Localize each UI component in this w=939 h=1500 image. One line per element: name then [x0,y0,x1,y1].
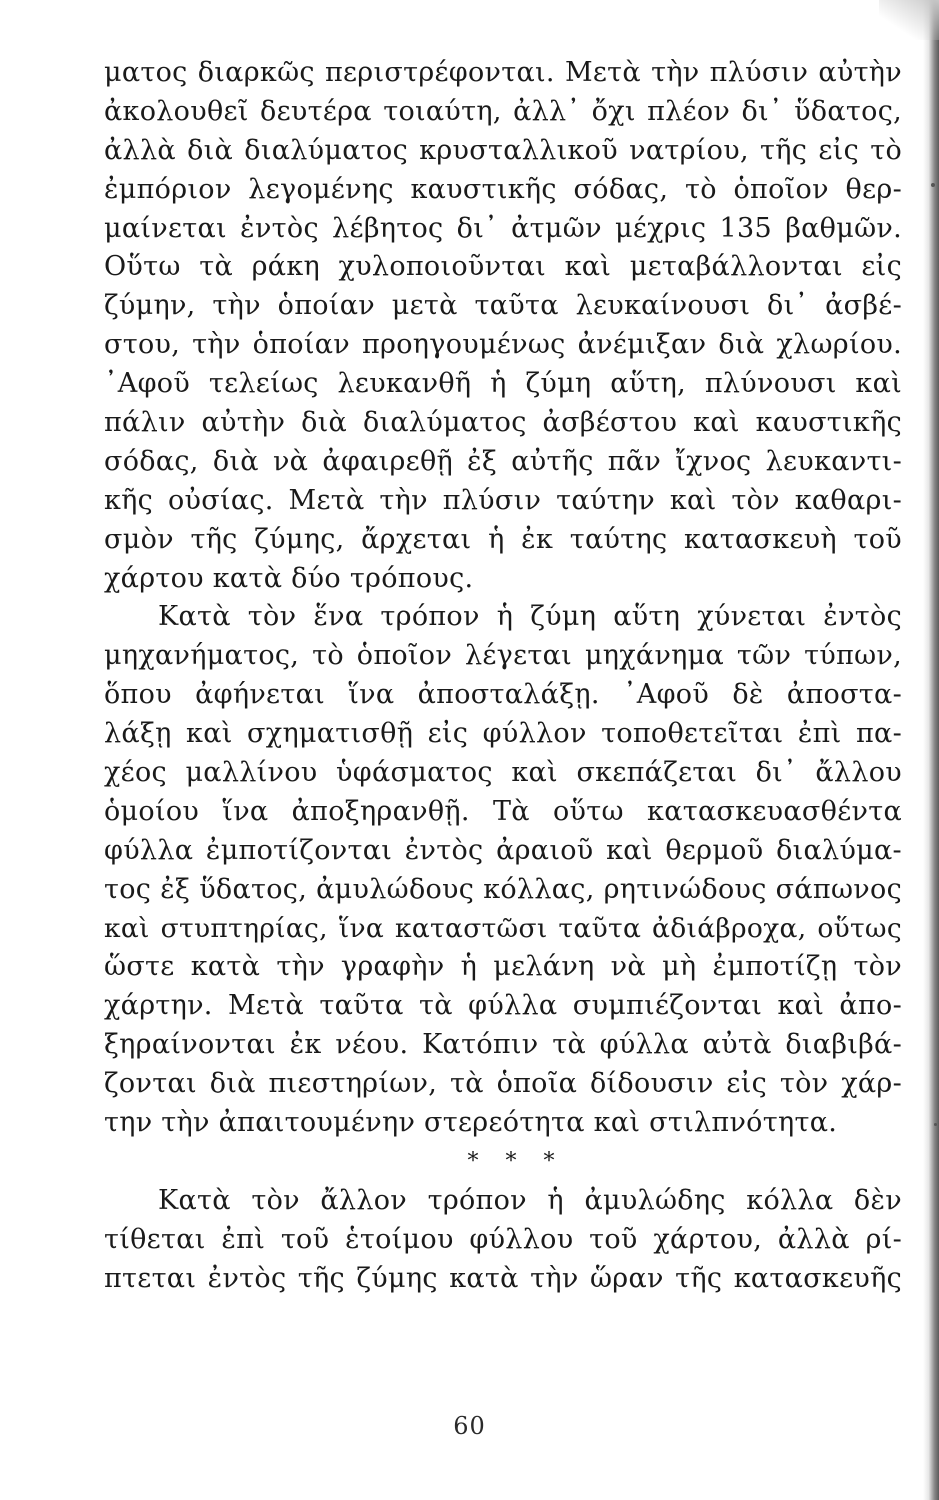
text-line: ὥστε κατὰ τὴν γραφὴν ἡ μελάνη νὰ μὴ ἐμποτίζῃ τὸν [104,951,902,983]
text-line: ἀκολουθεῖ δευτέρα τοιαύτη, ἀλλ᾽ ὄχι πλέον δι᾽ ὕδατος, [104,95,902,127]
section-separator: * * * [467,1148,565,1174]
text-line: ἐμπόριον λεγομένης καυστικῆς σόδας, τὸ ὁποῖον θερ- [104,173,902,205]
text-line: χέος μαλλίνου ὑφάσματος καὶ σκεπάζεται δι᾽ ἄλλου [104,757,902,789]
text-line: τος ἐξ ὕδατος, ἀμυλώδους κόλλας, ρητινώδους σάπωνος [104,873,902,905]
text-line: στου, τὴν ὁποίαν προηγουμένως ἀνέμιξαν διὰ χλωρίου. [104,329,902,361]
text-line: φύλλα ἐμποτίζονται ἐντὸς ἀραιοῦ καὶ θερμοῦ διαλύμα- [104,834,902,866]
text-line: την τὴν ἀπαιτουμένην στερεότητα καὶ στιλπνότητα. [104,1107,838,1139]
text-line: ὁμοίου ἵνα ἀποξηρανθῇ. Τὰ οὕτω κατασκευασθέντα [104,795,902,827]
page-number: 60 [453,1412,486,1440]
text-line: ξηραίνονται ἐκ νέου. Κατόπιν τὰ φύλλα αὐτὰ διαβιβά- [104,1029,902,1061]
text-line: Οὕτω τὰ ράκη χυλοποιοῦνται καὶ μεταβάλλονται εἰς [104,251,902,283]
text-line: τίθεται ἐπὶ τοῦ ἑτοίμου φύλλου τοῦ χάρτου, ἀλλὰ ρί- [104,1223,902,1255]
text-line: πάλιν αὐτὴν διὰ διαλύματος ἀσβέστου καὶ καυστικῆς [104,407,902,439]
text-line: σμὸν τῆς ζύμης, ἄρχεται ἡ ἐκ ταύτης κατασκευὴ τοῦ [104,523,902,555]
page-corner-shadow [879,0,939,40]
dust-speck [934,1123,937,1126]
text-line: καὶ στυπτηρίας, ἵνα καταστῶσι ταῦτα ἀδιάβροχα, οὕτως [104,912,902,944]
text-line: κῆς οὐσίας. Μετὰ τὴν πλύσιν ταύτην καὶ τὸν καθαρι- [104,484,902,516]
text-line: χάρτου κατὰ δύο τρόπους. [104,562,474,594]
text-line: ἀλλὰ διὰ διαλύματος κρυσταλλικοῦ νατρίου, τῆς εἰς τὸ [104,134,902,166]
text-line: ματος διαρκῶς περιστρέφονται. Μετὰ τὴν πλύσιν αὐτὴν [104,57,902,88]
page-edge-shadow [923,0,939,1500]
text-line: μαίνεται ἐντὸς λέβητος δι᾽ ἀτμῶν μέχρις 135 βαθμῶν. [104,212,902,244]
text-line: Κατὰ τὸν ἕνα τρόπον ἡ ζύμη αὕτη χύνεται ἐντὸς [158,601,902,633]
text-line: σόδας, διὰ νὰ ἀφαιρεθῇ ἐξ αὐτῆς πᾶν ἴχνος λευκαντι- [104,445,902,477]
text-line: πτεται ἐντὸς τῆς ζύμης κατὰ τὴν ὥραν τῆς κατασκευῆς [104,1262,902,1294]
text-line: ᾿Αφοῦ τελείως λευκανθῆ ἡ ζύμη αὕτη, πλύνουσι καὶ [104,368,902,400]
text-line: μηχανήματος, τὸ ὁποῖον λέγεται μηχάνημα τῶν τύπων, [104,640,902,672]
text-line: ζύμην, τὴν ὁποίαν μετὰ ταῦτα λευκαίνουσι δι᾽ ἀσβέ- [104,290,902,322]
body-text [104,54,902,1299]
text-line: ζονται διὰ πιεστηρίων, τὰ ὁποῖα δίδουσιν εἰς τὸν χάρ- [104,1068,902,1100]
text-line: λάξῃ καὶ σχηματισθῇ εἰς φύλλον τοποθετεῖται ἐπὶ πα- [104,718,902,750]
text-line: Κατὰ τὸν ἄλλον τρόπον ἡ ἀμυλώδης κόλλα δὲν [158,1184,902,1216]
text-line: χάρτην. Μετὰ ταῦτα τὰ φύλλα συμπιέζονται καὶ ἀπο- [104,990,902,1022]
dust-speck [931,183,935,187]
text-line: ὅπου ἀφήνεται ἵνα ἀποσταλάξῃ. ᾿Αφοῦ δὲ ἀποστα- [104,679,902,711]
